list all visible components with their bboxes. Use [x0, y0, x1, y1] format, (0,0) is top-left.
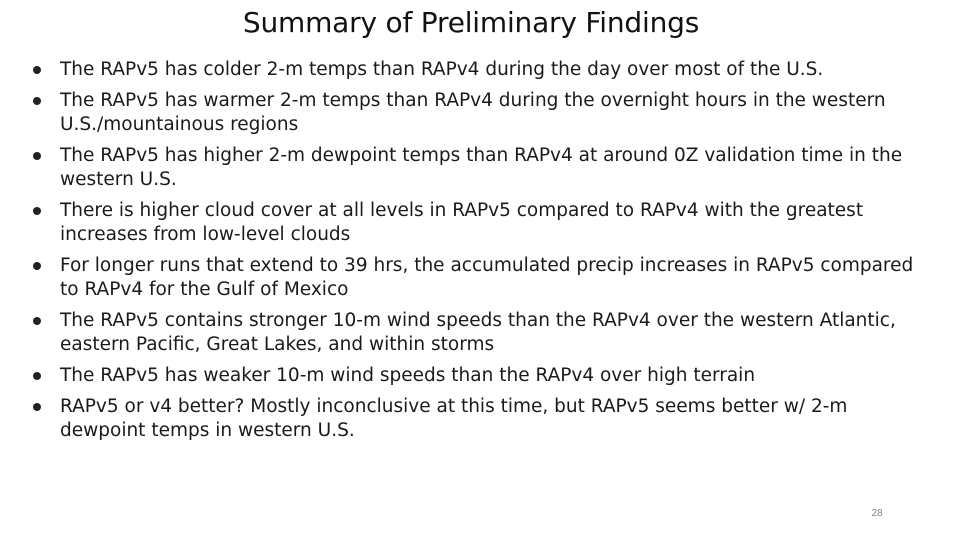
bullet-dot-icon [30, 199, 44, 223]
bullet-text: The RAPv5 contains stronger 10-m wind speeds than the RAPv4 over the western Atlantic, eastern Pacific, Great Lakes, and within storms [60, 310, 896, 355]
list-item [30, 254, 930, 302]
bullet-text: The RAPv5 has weaker 10-m wind speeds than the RAPv4 over high terrain [60, 365, 756, 386]
list-item [30, 89, 930, 137]
bullet-dot-icon [30, 309, 44, 333]
bullet-dot-icon [30, 364, 44, 388]
bullet-dot-icon [30, 58, 44, 82]
bullet-text: The RAPv5 has higher 2-m dewpoint temps than RAPv4 at around 0Z validation time in the western U.S. [60, 145, 903, 190]
slide-title: Summary of Preliminary Findings [242, 6, 700, 39]
bullet-text: The RAPv5 has colder 2-m temps than RAPv4 during the day over most of the U.S. [60, 59, 824, 80]
list-item [30, 199, 930, 247]
bullet-dot-icon [30, 144, 44, 168]
bullet-dot-icon [30, 89, 44, 113]
bullet-text: RAPv5 or v4 better? Mostly inconclusive at this time, but RAPv5 seems better w/ 2-m dewpoint temps in western U.S. [60, 396, 848, 441]
list-item [30, 395, 930, 443]
list-item [30, 364, 930, 388]
bullet-text: There is higher cloud cover at all levels in RAPv5 compared to RAPv4 with the greatest increases from low-level clouds [60, 200, 864, 245]
bullet-text: The RAPv5 has warmer 2-m temps than RAPv4 during the overnight hours in the western U.S./mountainous regions [60, 90, 886, 135]
list-item [30, 58, 930, 82]
page-number: 28 [871, 508, 883, 519]
list-item [30, 309, 930, 357]
findings-list [30, 58, 930, 450]
bullet-text: For longer runs that extend to 39 hrs, the accumulated precip increases in RAPv5 compared to RAPv4 for the Gulf of Mexico [60, 255, 914, 300]
bullet-dot-icon [30, 395, 44, 419]
bullet-dot-icon [30, 254, 44, 278]
list-item [30, 144, 930, 192]
